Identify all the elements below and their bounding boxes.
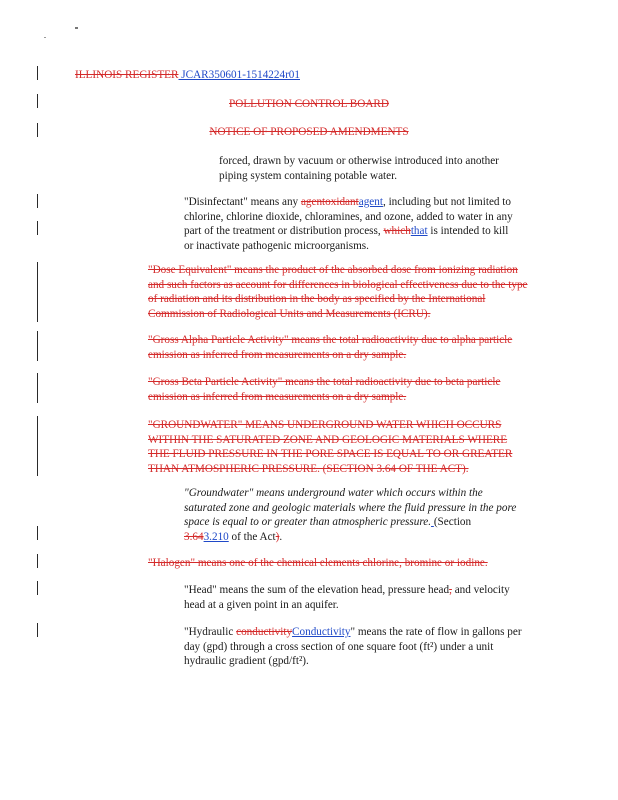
register-deleted-text: ILLINOIS REGISTER <box>75 69 179 81</box>
notice-title: NOTICE OF PROPOSED AMENDMENTS <box>209 126 409 138</box>
text-line: chlorine, chlorine dioxide, chloramines, and ozone, added to water in any <box>184 210 513 223</box>
change-bar <box>37 416 38 476</box>
text-line: of radiation and its distribution in the body as specified by the International <box>148 293 486 306</box>
text-line: Commission of Radiological Units and Measurements (ICRU). <box>148 307 431 320</box>
definition-dose-equivalent <box>148 263 528 321</box>
text-run: "Hydraulic <box>184 626 237 638</box>
text-line <box>184 515 516 530</box>
text-run: space is equal to or greater than atmospheric pressure. <box>184 516 432 529</box>
deleted-text: ) <box>275 530 280 543</box>
text-line: forced, drawn by vacuum or otherwise introduced into another <box>219 155 499 167</box>
text-run: part of the treatment or distribution process, <box>184 225 384 238</box>
change-bar <box>37 194 38 208</box>
deleted-text: conductivity <box>236 626 293 638</box>
change-bar <box>37 66 38 80</box>
change-bar <box>37 526 38 540</box>
continuation-paragraph <box>219 154 499 183</box>
text-line <box>184 583 510 598</box>
text-line: hydraulic gradient (gpd/ft²). <box>184 655 309 668</box>
change-bar <box>37 373 38 403</box>
deleted-text: which <box>383 225 411 238</box>
deleted-text: 3.64 <box>184 530 204 543</box>
text-line: "Gross Beta Particle Activity" means the total radioactivity due to beta particle <box>148 376 501 388</box>
text-run: (Section <box>433 516 472 529</box>
definition-gross-beta <box>148 375 500 404</box>
text-line: day (gpd) through a cross section of one square foot (ft²) under a unit <box>184 640 494 653</box>
change-bar <box>37 262 38 322</box>
text-run: "Disinfectant" means any <box>184 196 301 208</box>
text-line <box>184 625 522 640</box>
change-bar <box>37 331 38 361</box>
inserted-text: that <box>410 225 428 238</box>
definition-halogen: "Halogen" means one of the chemical elements chlorine, bromine or iodine. <box>148 557 488 569</box>
definition-gross-alpha <box>148 333 512 362</box>
change-bar <box>37 623 38 637</box>
text-line: "GROUNDWATER" MEANS UNDERGROUND WATER WHICH OCCURS <box>148 419 502 431</box>
text-run: "Head" means the sum of the elevation head, pressure head <box>184 584 450 596</box>
text-line: head at a given point in an aquifer. <box>184 598 339 611</box>
text-line: emission as inferred from measurements on a dry sample. <box>148 348 407 361</box>
text-line <box>184 501 516 516</box>
text-run: " means the rate of flow in gallons per <box>350 626 522 638</box>
text-run: of the Act <box>228 530 276 543</box>
scan-mark <box>44 37 46 38</box>
text-line: "Gross Alpha Particle Activity" means the total radioactivity due to alpha particle <box>148 334 513 346</box>
text-line: and such factors as account for differences in biological effectiveness due to the type <box>148 278 528 291</box>
text-run: , including but not limited to <box>382 196 511 208</box>
board-title: POLLUTION CONTROL BOARD <box>229 98 389 110</box>
text-line <box>184 224 513 239</box>
inserted-text: 3.210 <box>203 530 229 543</box>
register-inserted-text: JCAR350601-1514224r01 <box>178 69 300 81</box>
text-line <box>184 530 516 545</box>
definition-disinfectant <box>184 195 513 253</box>
text-line: THAN ATMOSPHERIC PRESSURE. (SECTION 3.64 OF THE ACT). <box>148 462 469 475</box>
inserted-text: agent <box>358 196 383 208</box>
change-bar <box>37 221 38 235</box>
scan-mark <box>75 27 78 29</box>
register-header <box>75 68 300 83</box>
change-bar <box>37 581 38 595</box>
text-run: "Groundwater" means underground water which occurs within the <box>184 487 483 499</box>
text-run: and velocity <box>451 584 510 596</box>
text-line: THE FLUID PRESSURE IN THE PORE SPACE IS EQUAL TO OR GREATER <box>148 448 513 461</box>
text-run: . <box>279 530 283 543</box>
text-line: "Dose Equivalent" means the product of the absorbed dose from ionizing radiation <box>148 264 518 276</box>
inserted-text: Conductivity <box>292 626 351 638</box>
text-run: saturated zone and geologic materials where the fluid pressure in the pore <box>184 501 517 514</box>
text-line: piping system containing potable water. <box>219 169 398 182</box>
text-line <box>184 486 516 501</box>
definition-groundwater-old <box>148 418 512 476</box>
text-line: WITHIN THE SATURATED ZONE AND GEOLOGIC MATERIALS WHERE <box>148 433 508 446</box>
text-line: or inactivate pathogenic microorganisms. <box>184 239 369 252</box>
text-line: emission as inferred from measurements on a dry sample. <box>148 390 407 403</box>
definition-hydraulic-conductivity <box>184 625 522 669</box>
text-line <box>184 195 513 210</box>
text-run: is intended to kill <box>427 225 509 238</box>
definition-head <box>184 583 510 612</box>
change-bar <box>37 554 38 568</box>
deleted-text: agentoxidant <box>300 196 359 208</box>
definition-groundwater-new <box>184 486 516 544</box>
deleted-text: , <box>449 584 452 596</box>
